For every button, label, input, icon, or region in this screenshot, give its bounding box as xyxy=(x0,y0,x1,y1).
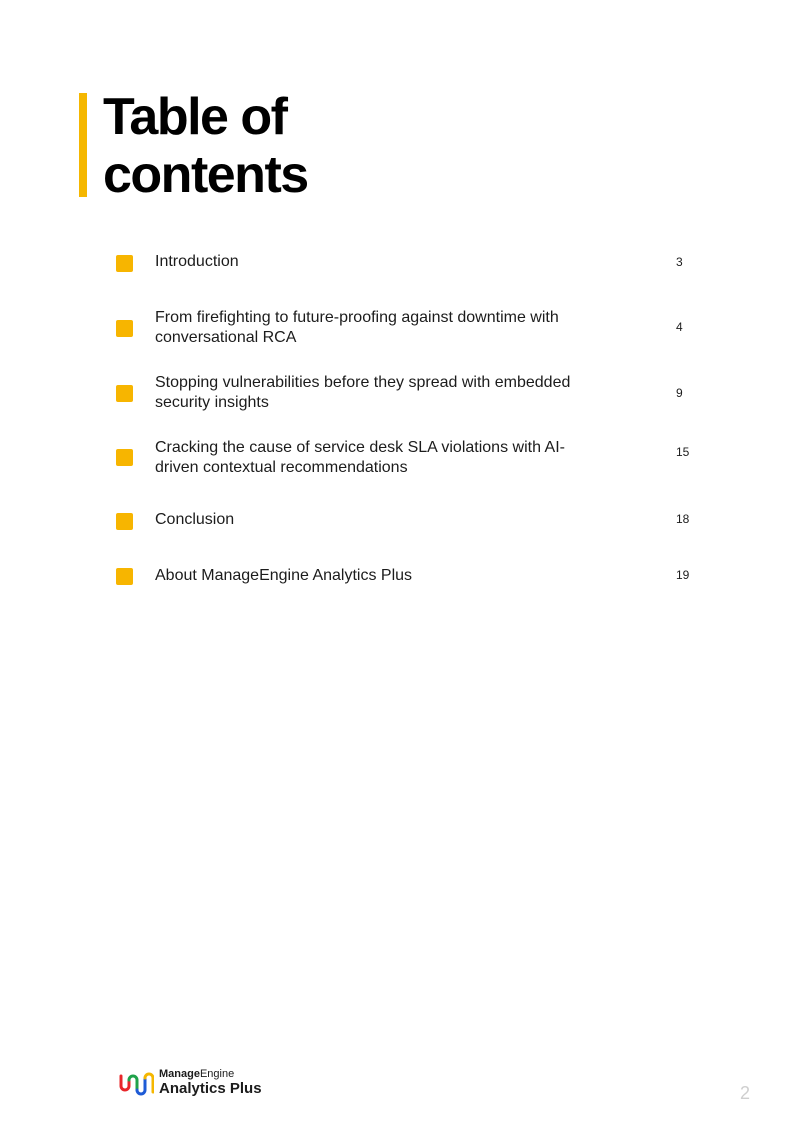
bullet-square-icon xyxy=(116,385,133,402)
toc-item-page: 4 xyxy=(676,320,683,334)
logo-brand-bold: Manage xyxy=(159,1068,200,1080)
title-accent-bar xyxy=(79,93,87,197)
logo-brand-regular: Engine xyxy=(199,1068,235,1080)
logo-product-name: Analytics Plus xyxy=(159,1080,262,1097)
manageengine-logo-icon xyxy=(118,1070,154,1096)
toc-item-introduction[interactable] xyxy=(0,252,800,296)
toc-item-page: 9 xyxy=(676,386,683,400)
toc-item-sla-violations[interactable] xyxy=(0,438,800,482)
manageengine-analytics-plus-logo xyxy=(118,1068,278,1098)
toc-item-page: 18 xyxy=(676,512,690,526)
bullet-square-icon xyxy=(116,513,133,530)
toc-item-title: From firefighting to future-proofing against downtime with conversational RCA xyxy=(155,309,559,346)
toc-item-title: Stopping vulnerabilities before they spread with embedded security insights xyxy=(155,374,571,411)
toc-item-page: 19 xyxy=(676,568,690,582)
toc-item-title: Cracking the cause of service desk SLA violations with AI-driven contextual recommendations xyxy=(155,439,565,476)
toc-item-security-insights[interactable] xyxy=(0,373,800,417)
toc-item-conclusion[interactable] xyxy=(0,510,800,554)
bullet-square-icon xyxy=(116,449,133,466)
toc-item-about[interactable] xyxy=(0,566,800,610)
toc-item-title: Introduction xyxy=(155,253,239,270)
toc-item-title: Conclusion xyxy=(155,511,235,528)
page-title: Table of contents xyxy=(103,88,308,204)
bullet-square-icon xyxy=(116,568,133,585)
page-number: 2 xyxy=(740,1083,751,1103)
bullet-square-icon xyxy=(116,255,133,272)
toc-item-title: About ManageEngine Analytics Plus xyxy=(155,567,413,584)
toc-item-page: 3 xyxy=(676,255,683,269)
toc-item-page: 15 xyxy=(676,445,690,459)
bullet-square-icon xyxy=(116,320,133,337)
toc-item-conversational-rca[interactable] xyxy=(0,308,800,352)
